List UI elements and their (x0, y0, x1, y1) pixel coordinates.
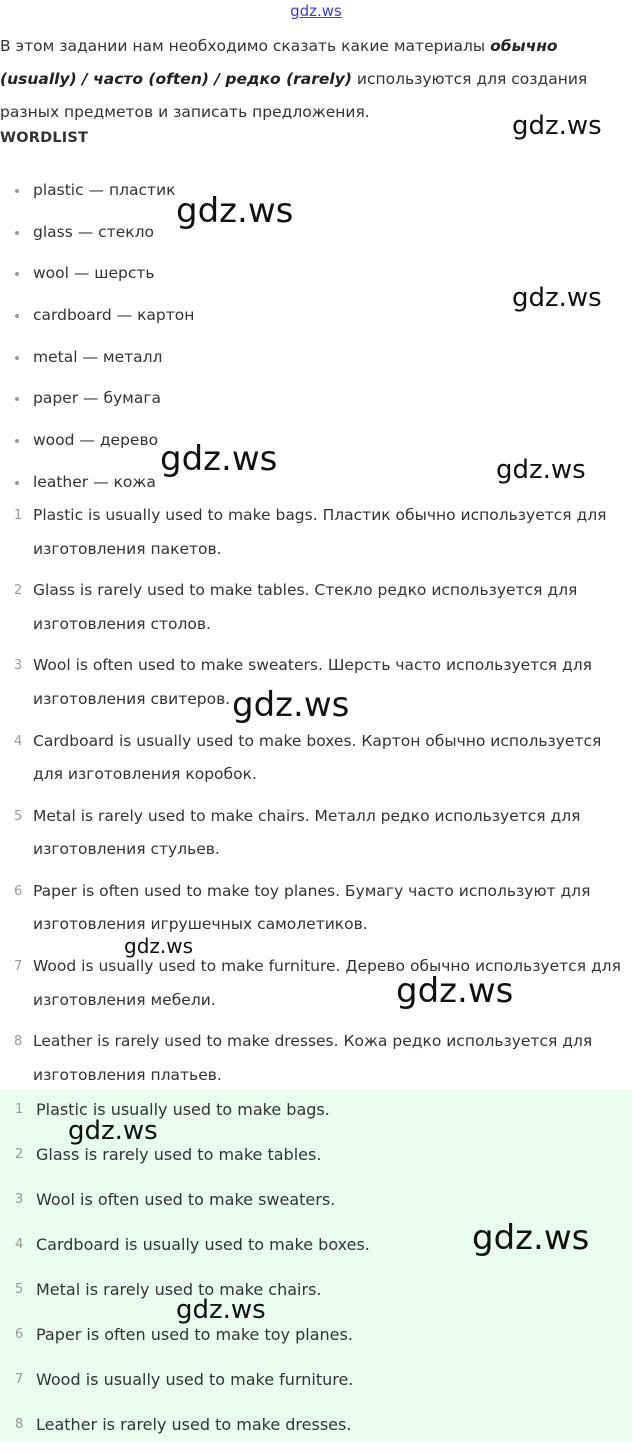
item-number: 8 (14, 1034, 23, 1050)
bullet-icon (15, 439, 19, 443)
answer-text: Wood is usually used to make furniture. (36, 1370, 354, 1389)
item-number: 7 (15, 1372, 24, 1387)
sentence-text: Cardboard is usually used to make boxes. Картон обычно используется для изготовления коробок. (33, 731, 602, 784)
bullet-icon (15, 481, 19, 485)
watermark: gdz.ws (232, 685, 350, 725)
wordlist-item: leather — кожа (0, 466, 194, 508)
bullet-icon (15, 397, 19, 401)
sentence-item (0, 875, 623, 950)
watermark: gdz.ws (396, 971, 514, 1011)
sentence-item (0, 800, 623, 875)
answer-text: Wool is often used to make sweaters. (36, 1190, 336, 1209)
wordlist-item: wood — дерево (0, 424, 194, 466)
watermark: gdz.ws (512, 111, 602, 141)
translated-sentences (0, 499, 623, 1101)
item-number: 1 (14, 508, 23, 523)
sentence-text: Metal is rarely used to make chairs. Металл редко используется для изготовления стульев. (33, 806, 581, 859)
wordlist-item: glass — стекло (0, 216, 194, 258)
sentence-text: Plastic is usually used to make bags. Пластик обычно используется для изготовления пакетов. (33, 506, 607, 558)
watermark: gdz.ws (472, 1218, 590, 1258)
item-number: 5 (14, 808, 23, 824)
watermark: gdz.ws (176, 1295, 266, 1325)
answer-item (0, 1408, 632, 1453)
sentence-text: Glass is rarely used to make tables. Стекло редко используется для изготовления столов. (33, 581, 578, 633)
watermark: gdz.ws (160, 439, 278, 479)
sentence-text: Wool is often used to make sweaters. Шерсть часто используется для изготовления свитеров. (33, 656, 592, 708)
wordlist-heading: WORDLIST (0, 130, 89, 146)
watermark: gdz.ws (512, 283, 602, 313)
wordlist-item: cardboard — картон (0, 299, 194, 341)
bullet-icon (15, 314, 19, 318)
item-number: 2 (14, 583, 23, 599)
item-number: 3 (14, 658, 23, 674)
answer-text: Metal is rarely used to make chairs. (36, 1280, 322, 1299)
sentence-item (0, 574, 623, 649)
wordlist-item: paper — бумага (0, 382, 194, 424)
sentence-item (0, 725, 623, 800)
answer-item (0, 1273, 632, 1318)
watermark: gdz.ws (68, 1116, 158, 1146)
watermark: gdz.ws (124, 934, 194, 958)
item-number: 3 (15, 1192, 24, 1207)
item-number: 6 (15, 1327, 24, 1342)
sentence-text: Wood is usually used to make furniture. Дерево обычно используется для изготовления мебели. (33, 957, 621, 1009)
sentence-text: Paper is often used to make toy planes. Бумагу часто используют для изготовления игрушечных самолетиков. (33, 881, 591, 934)
answer-text: Leather is rarely used to make dresses. (36, 1415, 352, 1434)
bullet-icon (15, 272, 19, 276)
item-number: 8 (15, 1417, 24, 1432)
wordlist-item: wool — шерсть (0, 257, 194, 299)
intro-text-end: используются для создания разных предметов и записать предложения. (0, 70, 588, 121)
answer-text: Paper is often used to make toy planes. (36, 1325, 353, 1344)
answer-text: Cardboard is usually used to make boxes. (36, 1235, 370, 1254)
item-number: 4 (14, 733, 23, 749)
bullet-icon (15, 231, 19, 235)
sentence-item (0, 950, 623, 1025)
item-number: 1 (15, 1102, 24, 1117)
site-link[interactable]: gdz.ws (290, 2, 342, 20)
watermark: gdz.ws (176, 191, 294, 231)
sentence-item (0, 499, 623, 574)
answer-text: Glass is rarely used to make tables. (36, 1145, 322, 1164)
item-number: 4 (15, 1237, 24, 1252)
wordlist-item: plastic — пластик (0, 174, 194, 216)
bullet-icon (15, 356, 19, 360)
answer-item (0, 1318, 632, 1363)
item-number: 7 (14, 959, 23, 975)
wordlist-item: metal — металл (0, 341, 194, 383)
intro-text-start: В этом задании нам необходимо сказать какие материалы (0, 37, 491, 55)
watermark: gdz.ws (496, 455, 586, 485)
item-number: 5 (15, 1282, 24, 1297)
intro-frequency-words: обычно (usually) / часто (often) / редко (rarely) (0, 37, 558, 88)
bullet-icon (15, 189, 19, 193)
answer-item (0, 1363, 632, 1408)
answer-text: Plastic is usually used to make bags. (36, 1100, 330, 1119)
item-number: 2 (15, 1147, 24, 1162)
sentence-text: Leather is rarely used to make dresses. Кожа редко используется для изготовления платьев. (33, 1032, 593, 1084)
item-number: 6 (14, 883, 23, 899)
